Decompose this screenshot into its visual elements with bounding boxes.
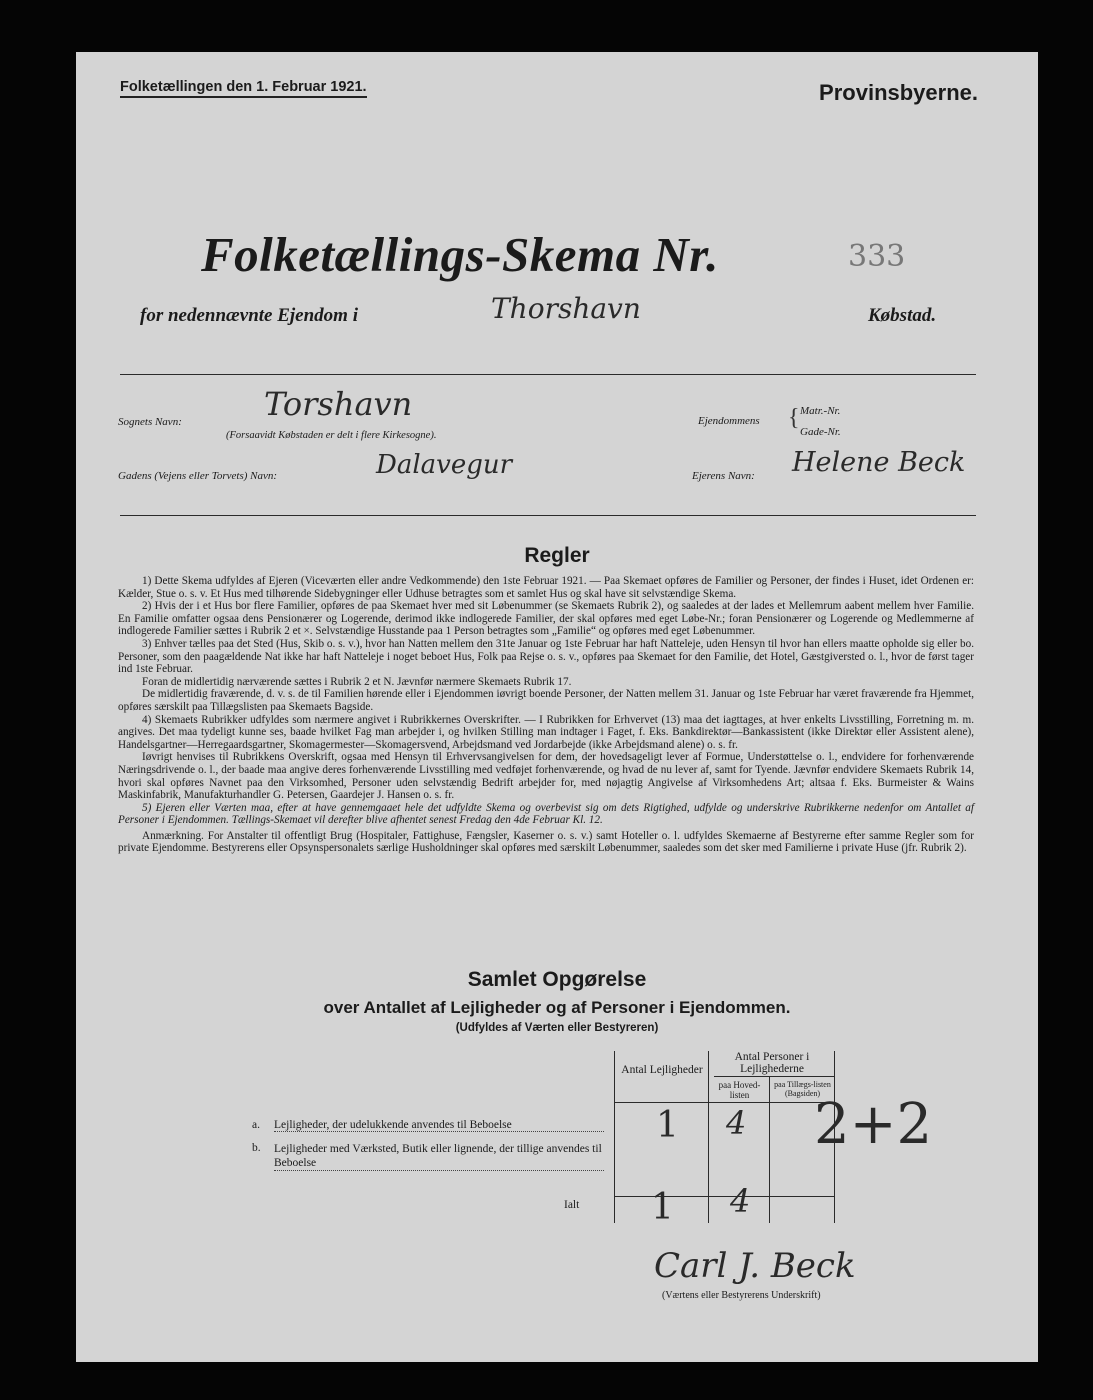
region-header: Provinsbyerne. bbox=[819, 80, 978, 105]
table-vline-3 bbox=[769, 1077, 770, 1223]
divider-top bbox=[120, 374, 976, 375]
table-subheader-rule bbox=[714, 1076, 834, 1077]
subtitle-left: for nedennævnte Ejendom i bbox=[140, 305, 358, 326]
census-date-header: Folketællingen den 1. Februar 1921. bbox=[120, 79, 367, 98]
rule-paragraph-4: 4) Skemaets Rubrikker udfyldes som nærmere angivet i Rubrikkernes Overskrifter. — I Rubrikken for Erhvervet (13) maa det iagttages, at hver enkelts Livsstilling, Forretning m. m. angives. Det maa tydeligt kunne ses, baade hvilket Fag man arbejder i, og hvilken Stilling man indtager i Faget, f. Eks. Bankdirektør—Bankassistent (ikke Direktør eller Assistent alene), Handelsgartner—Herregaardsgartner, Skomagermester—Skomagersvend, Arbejdsmand ved Jordarbejde (ikke Arbejdsmand alene) o. s. fr. bbox=[118, 713, 974, 751]
town-handwritten: Thorshavn bbox=[491, 292, 641, 325]
row-b-prefix: b. bbox=[252, 1142, 261, 1154]
table-ialt-rule bbox=[614, 1196, 834, 1197]
row-a-apartments-hw: 1 bbox=[656, 1105, 679, 1146]
total-main-list-hw: 4 bbox=[730, 1182, 751, 1220]
property-label: Ejendommens bbox=[698, 415, 760, 427]
col-header-apartments: Antal Lejligheder bbox=[621, 1064, 703, 1076]
row-a-main-list-hw: 4 bbox=[726, 1104, 747, 1142]
parish-handwritten: Torshavn bbox=[264, 385, 413, 423]
subtitle-right: Købstad. bbox=[868, 305, 937, 326]
rule-paragraph-3b: Foran de midlertidig nærværende sættes i Rubrik 2 et N. Jævnfør nærmere Skemaets Rubrik 17. bbox=[142, 675, 572, 688]
rule-paragraph-4b: Iøvrigt henvises til Rubrikkens Overskrift, ogsaa med Hensyn til Erhvervsangivelsen for dem, der hovedsageligt lever af Formue, Understøttelse o. l., endvidere for forhenværende Næringsdrivende o. l., der baade maa angive deres forhenværende Livsstilling med vedføjet forhenværende, og hvad de nu lever af, samt for Tyende. Jævnfør endvidere Skemaets Rubrik 14, hvori skal opføres Navnet paa den Virksomhed, Personer uden selvstændig Bedrift arbejder for, med nøjagtig Angivelse af Virksomhedens Art; altsaa f. Eks. Burmeister & Wains Maskinfabrik, Manufakturhandler G. Petersen, Gaardejer J. Hansen o. s. fr. bbox=[118, 751, 974, 802]
total-apartments-hw: 1 bbox=[651, 1187, 674, 1228]
form-number-handwritten: 333 bbox=[848, 239, 906, 274]
rules-body bbox=[118, 575, 974, 855]
col-header-main-list: paa Hoved-listen bbox=[718, 1080, 761, 1100]
rule-paragraph-2: 2) Hvis der i et Hus bor flere Familier, opføres de paa Skemaet hver med sit Løbenummer (se Skemaets Rubrik 2), og saaledes at der lades et Mellemrum aabent mellem hver Familie. En Familie omfatter ogsaa dens Pensionærer og Logerende, derimod ikke indlogerede Familier, der skal opføres med eget Løbe-Nr.; foran Pensionærer og Logerende og Medlemmerne af indlogerede Familier sættes i Rubrik 2 et ×. Selvstændige Husstande paa 1 Person betragtes som „Familie“ og opføres med eget Løbenummer. bbox=[118, 600, 974, 638]
form-title: Folketællings-Skema Nr. bbox=[201, 227, 719, 282]
table-vline-2 bbox=[708, 1051, 709, 1223]
row-a-label: Lejligheder, der udelukkende anvendes til Beboelse bbox=[274, 1119, 604, 1132]
rules-title: Regler bbox=[524, 544, 590, 567]
divider-fields bbox=[120, 515, 976, 516]
summary-subtitle: over Antallet af Lejligheder og af Personer i Ejendommen. bbox=[323, 998, 791, 1017]
table-vline-1 bbox=[614, 1051, 615, 1223]
owner-label: Ejerens Navn: bbox=[692, 470, 755, 482]
brace: { bbox=[788, 405, 800, 431]
rule-paragraph-3c: De midlertidig fraværende, d. v. s. de til Familien hørende eller i Ejendommen iøvrigt boende Personer, der Natten mellem 31. Januar og 1ste Februar har været fraværende fra Hjemmet, opføres særskilt paa Tillægslisten paa Skemaets Bagside. bbox=[118, 688, 974, 713]
rule-paragraph-3: 3) Enhver tælles paa det Sted (Hus, Skib o. s. v.), hvor han Natten mellem den 31te Januar og 1ste Februar har haft Natteleje, uden Hensyn til hvor han ellers maatte opholde sig eller bo. Personer, som den paagældende Nat ikke har haft Natteleje i noget beboet Hus, Folk paa Rejse o. s. v., opføres paa Skemaet for den Familie, det Hotel, Gæstgiversted o. l., hvor de først tager ind 1ste Februar. bbox=[118, 637, 974, 676]
gade-nr-label: Gade-Nr. bbox=[800, 426, 841, 438]
margin-note-handwritten: 2+2 bbox=[814, 1092, 933, 1157]
table-header-rule bbox=[614, 1102, 834, 1103]
rule-annotation: Anmærkning. For Anstalter til offentligt Brug (Hospitaler, Fattighuse, Fængsler, Kaserner o. s. v.) samt Hoteller o. l. udfyldes Skemaerne af Bestyrerne efter samme Regler som for private Ejendomme. Bestyrerens eller Opsynspersonalets særlige Husholdninger skal opføres med særskilt Løbenummer, saaledes som det sker med Familierne i private Huse (jfr. Rubrik 2). bbox=[118, 829, 974, 855]
signature-caption: (Værtens eller Bestyrerens Underskrift) bbox=[662, 1290, 821, 1301]
summary-note: (Udfyldes af Værten eller Bestyreren) bbox=[455, 1022, 659, 1034]
street-handwritten: Dalavegur bbox=[376, 450, 513, 480]
summary-title: Samlet Opgørelse bbox=[467, 968, 647, 991]
street-label: Gadens (Vejens eller Torvets) Navn: bbox=[118, 470, 278, 482]
parish-note: (Forsaavidt Købstaden er delt i flere Kirkesogne). bbox=[226, 430, 437, 441]
total-label: Ialt bbox=[564, 1199, 580, 1211]
row-a-prefix: a. bbox=[252, 1119, 260, 1131]
rule-paragraph-1: 1) Dette Skema udfyldes af Ejeren (Viceværten eller andre Vedkommende) den 1ste Februar 1921. — Paa Skemaet opføres de Familier og Personer, der findes i Huset, idet Ordenen er: Kælder, Stue o. s. v. Et Hus med tilhørende Sidebygninger eller Udhuse betragtes som et samlet Hus og skal have sit selvstændige Skema. bbox=[118, 575, 974, 600]
col-header-supplement-list: paa Tillægs-listen (Bagsiden) bbox=[774, 1080, 831, 1098]
parish-label: Sognets Navn: bbox=[118, 416, 182, 428]
matr-label: Matr.-Nr. bbox=[800, 405, 841, 417]
owner-handwritten: Helene Beck bbox=[792, 447, 966, 478]
signature-handwritten: Carl J. Beck bbox=[654, 1246, 856, 1286]
col-header-persons: Antal Personer i Lejlighederne bbox=[734, 1051, 810, 1075]
census-form-page bbox=[76, 52, 1038, 1362]
row-b-label: Lejligheder med Værksted, Butik eller lignende, der tillige anvendes til Beboelse bbox=[274, 1142, 604, 1171]
rule-paragraph-5: 5) Ejeren eller Værten maa, efter at have gennemgaaet hele det udfyldte Skema og overbevist sig om dets Rigtighed, udfylde og underskrive Rubrikkerne nedenfor om Antallet af Personer i Ejendommen. Tællings-Skemaet vil derefter blive afhentet senest Fredag den 4de Februar Kl. 12. bbox=[118, 801, 974, 827]
